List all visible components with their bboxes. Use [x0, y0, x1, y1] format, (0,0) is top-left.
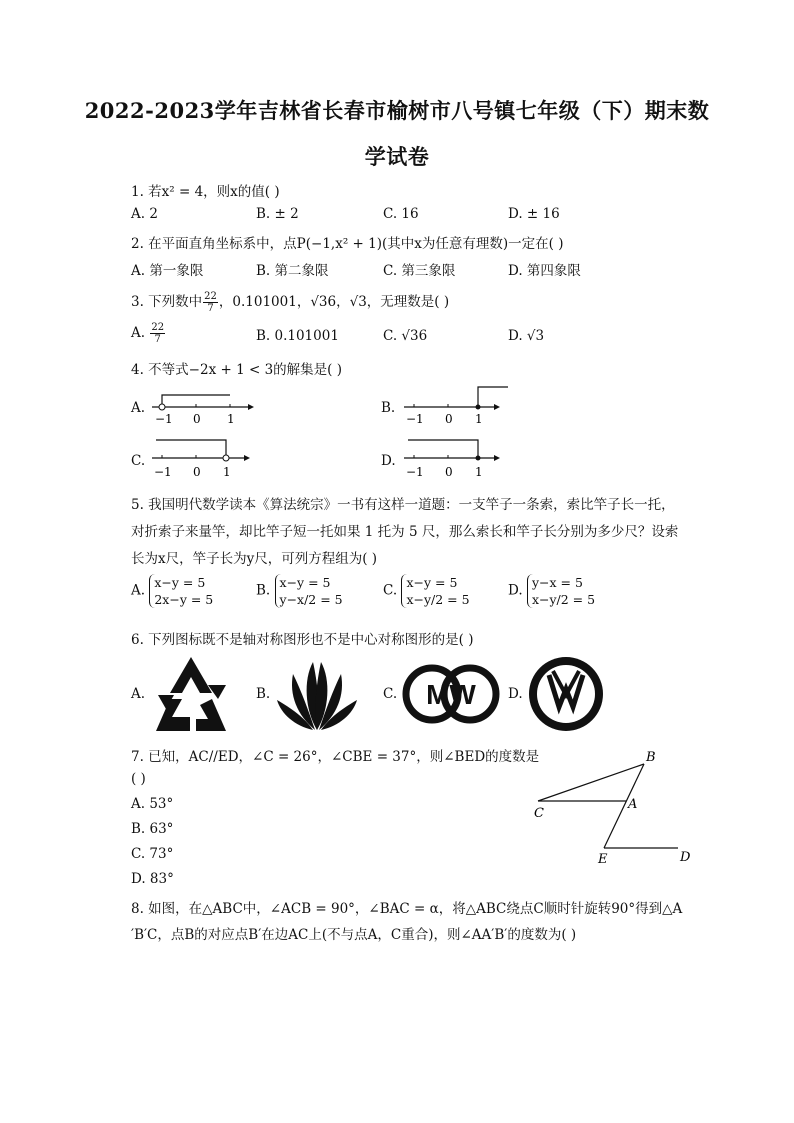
- vw-logo-icon: [527, 655, 605, 733]
- question-3-stem: [131, 290, 449, 314]
- question-5-line3: 长为x尺，竿子长为y尺，可列方程组为( ): [131, 551, 378, 567]
- page-title-line1: 2022-2023学年吉林省长春市榆树市八号镇七年级（下）期末数: [84, 98, 710, 123]
- label-e: E: [598, 852, 608, 867]
- equation-2: x−y/2 = 5: [406, 592, 470, 607]
- fraction-denominator: 7: [154, 334, 161, 345]
- question-7-paren: ( ): [131, 771, 146, 787]
- question-2-option-c: C. 第三象限: [383, 263, 456, 279]
- huawei-flower-icon: [275, 660, 359, 732]
- question-1-stem: 1. 若x² = 4，则x的值( ): [131, 184, 280, 200]
- equation-1: x−y = 5: [406, 575, 458, 590]
- question-6-stem: 6. 下列图标既不是轴对称图形也不是中心对称图形的是( ): [131, 632, 474, 648]
- label-a: A: [628, 797, 638, 812]
- number-line-d: [400, 437, 510, 485]
- tick-label-1: 1: [223, 465, 231, 479]
- question-8-line2: ′B′C，点B的对应点B′在边AC上(不与点A，C重合)，则∠AA′B′的度数为( ): [131, 927, 577, 943]
- tick-label-neg1: −1: [406, 412, 424, 426]
- tick-label-neg1: −1: [155, 412, 173, 426]
- question-8-line1: 8. 如图，在△ABC中，∠ACB = 90°，∠BAC = α，将△ABC绕点C顺时针旋转90°得到△A: [131, 901, 683, 917]
- question-1-option-d: D. ± 16: [508, 206, 560, 222]
- question-3-option-a-label: A.: [131, 325, 146, 341]
- fraction-22-7: [150, 322, 165, 345]
- question-2-option-b: B. 第二象限: [256, 263, 329, 279]
- question-4-option-d: D.: [381, 453, 396, 469]
- page-title-line2: 学试卷: [364, 144, 430, 169]
- question-7-option-b: B. 63°: [131, 821, 174, 837]
- question-5-line1: 5. 我国明代数学读本《算法统宗》一书有这样一道题：一支竿子一条索，索比竿子长一托，: [131, 497, 675, 513]
- tick-label-1: 1: [475, 412, 483, 426]
- question-3-option-c: C. √36: [383, 328, 428, 344]
- question-5-option-b: [256, 574, 343, 608]
- question-4-option-c: C.: [131, 453, 146, 469]
- equation-2: 2x−y = 5: [154, 592, 214, 607]
- question-7-option-a: A. 53°: [131, 796, 174, 812]
- tick-label-1: 1: [475, 465, 483, 479]
- question-1-option-a: A. 2: [131, 206, 158, 222]
- question-1-option-c: C. 16: [383, 206, 419, 222]
- question-1-option-b: B. ± 2: [256, 206, 299, 222]
- tick-label-0: 0: [193, 465, 201, 479]
- equation-system: [401, 574, 469, 608]
- label-c: C: [534, 806, 544, 821]
- question-4-stem: 4. 不等式−2x + 1 < 3的解集是( ): [131, 362, 342, 378]
- question-3-option-d: D. √3: [508, 328, 545, 344]
- fraction-22-7: [203, 291, 218, 314]
- question-2-option-a: A. 第一象限: [131, 263, 204, 279]
- tick-label-neg1: −1: [154, 465, 172, 479]
- question-4-option-a: A.: [131, 400, 146, 416]
- equation-2: y−x/2 = 5: [279, 592, 343, 607]
- equation-1: y−x = 5: [531, 575, 583, 590]
- question-6-option-c: C.: [383, 686, 398, 702]
- equation-1: x−y = 5: [279, 575, 331, 590]
- geometry-figure: [528, 745, 698, 870]
- recycle-icon: [150, 655, 232, 735]
- question-7-stem: 7. 已知，AC//ED，∠C = 26°，∠CBE = 37°，则∠BED的度数是: [131, 749, 540, 765]
- question-2-stem: 2. 在平面直角坐标系中，点P(−1,x² + 1)(其中x为任意有理数)一定在( ): [131, 236, 564, 252]
- question-3-stem-pre: 3. 下列数中: [131, 294, 203, 310]
- question-6-option-b: B.: [256, 686, 271, 702]
- question-3-option-b: B. 0.101001: [256, 328, 339, 344]
- equation-system: [527, 574, 595, 608]
- number-line-a: [148, 392, 258, 432]
- question-4-option-b: B.: [381, 400, 396, 416]
- mw-logo-icon: [402, 662, 500, 726]
- equation-1: x−y = 5: [154, 575, 206, 590]
- question-6-option-a: A.: [131, 686, 146, 702]
- question-7-option-c: C. 73°: [131, 846, 174, 862]
- tick-label-neg1: −1: [406, 465, 424, 479]
- tick-label-1: 1: [227, 412, 235, 426]
- question-6-option-d: D.: [508, 686, 523, 702]
- fraction-numerator: 22: [151, 322, 165, 333]
- mw-logo-text: MW: [426, 679, 476, 710]
- option-label: C.: [383, 582, 398, 599]
- question-2-option-d: D. 第四象限: [508, 263, 581, 279]
- equation-2: x−y/2 = 5: [531, 592, 596, 607]
- question-5-option-c: [383, 574, 470, 608]
- question-5-line2: 对折索子来量竿，却比竿子短一托如果 1 托为 5 尺，那么索长和竿子长分别为多少尺？设索: [131, 524, 679, 540]
- question-5-option-d: [508, 574, 595, 608]
- question-3-option-a: [131, 322, 166, 345]
- tick-label-0: 0: [445, 412, 453, 426]
- fraction-denominator: 7: [207, 303, 214, 314]
- option-label: A.: [131, 582, 146, 599]
- question-7-option-d: D. 83°: [131, 871, 174, 887]
- question-3-stem-post: ，0.101001，√36，√3，无理数是( ): [218, 294, 450, 310]
- fraction-numerator: 22: [204, 291, 217, 302]
- question-5-option-a: [131, 574, 213, 608]
- number-line-b: [400, 384, 510, 432]
- label-b: B: [646, 750, 656, 765]
- option-label: D.: [508, 582, 523, 599]
- equation-system: [275, 574, 343, 608]
- option-label: B.: [256, 582, 271, 599]
- label-d: D: [680, 850, 691, 865]
- number-line-c: [148, 437, 258, 485]
- tick-label-0: 0: [193, 412, 201, 426]
- tick-label-0: 0: [445, 465, 453, 479]
- equation-system: [149, 574, 213, 608]
